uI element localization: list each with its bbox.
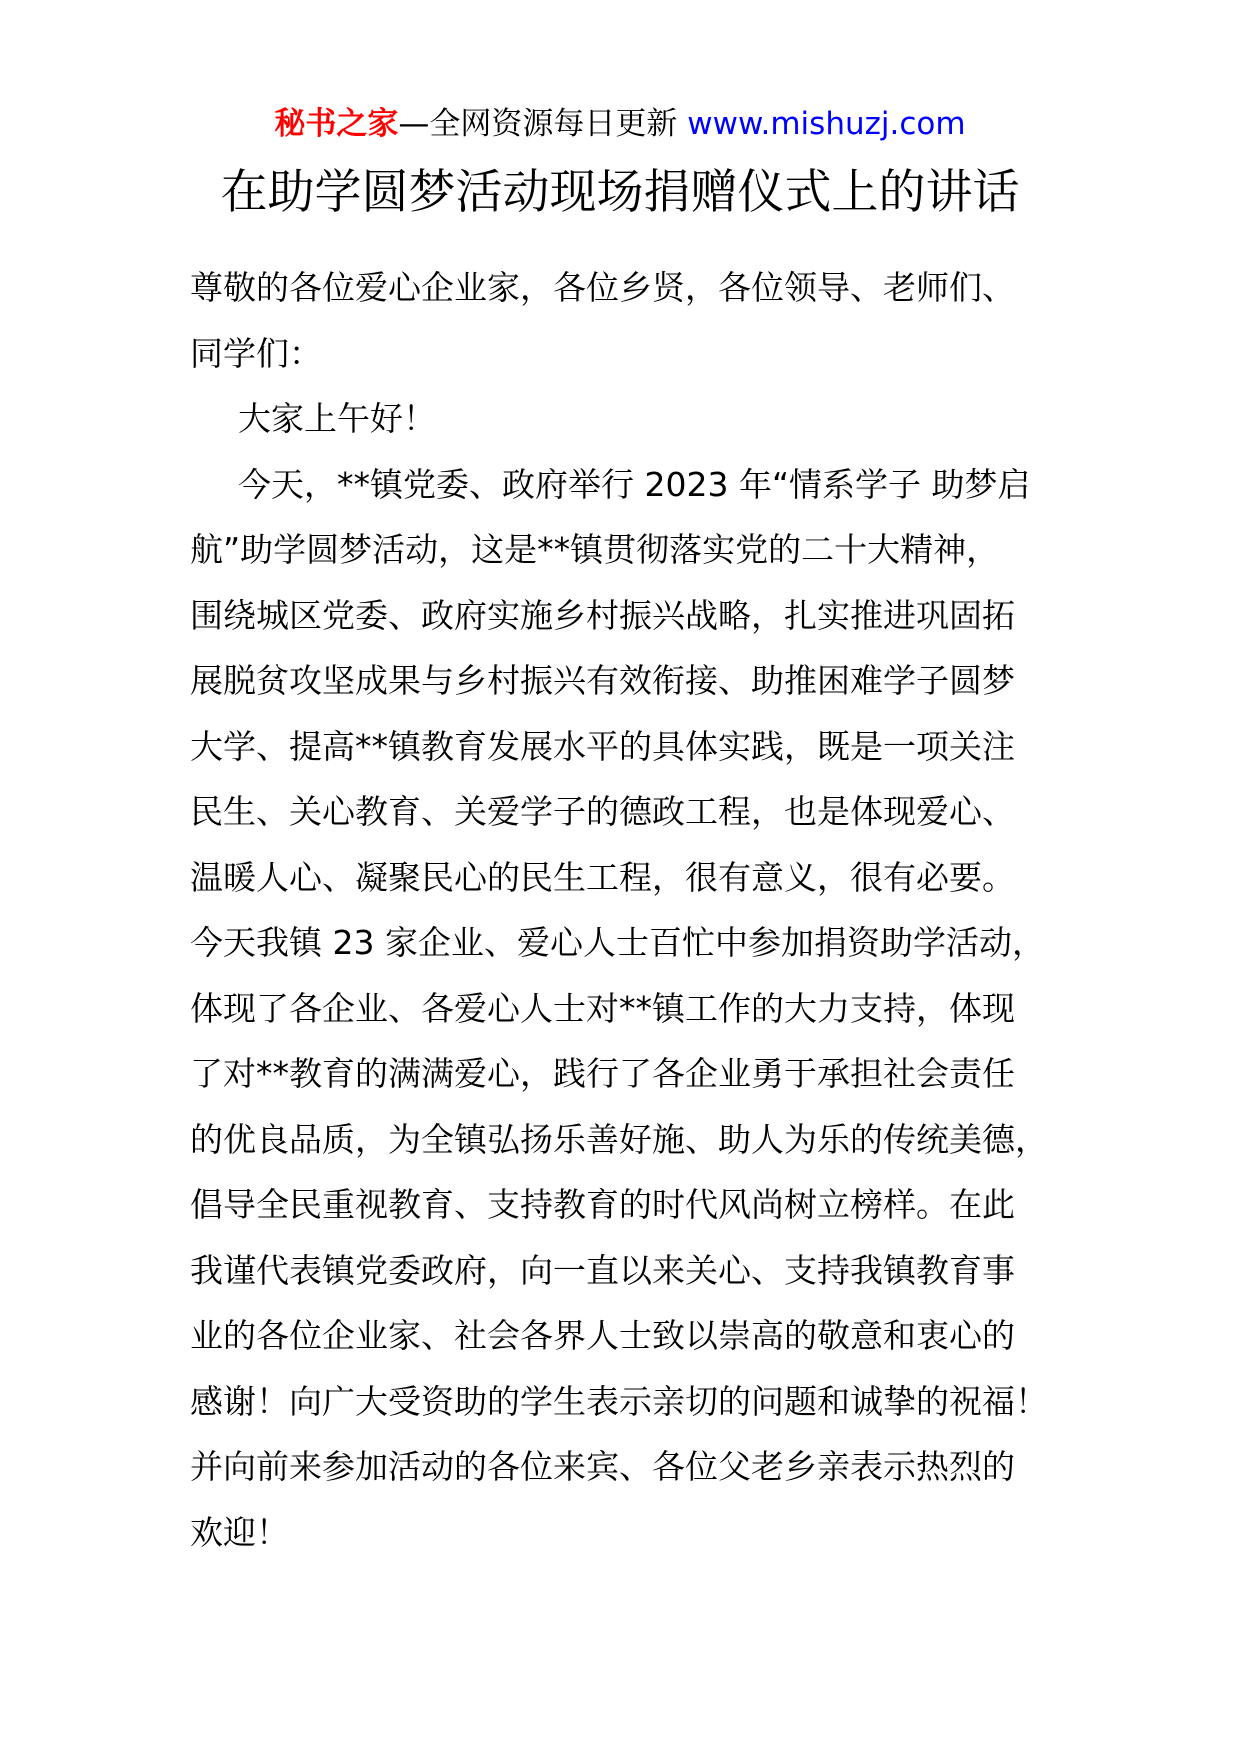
speech-body [190, 255, 1070, 1565]
paragraph-line: 今天我镇 23 家企业、爱心人士百忙中参加捐资助学活动， [190, 923, 1045, 962]
paragraph-line: 大学、提高**镇教育发展水平的具体实践，既是一项关注 [190, 726, 1015, 766]
paragraph-line: 航”助学圆梦活动，这是**镇贯彻落实党的二十大精神， [190, 530, 1000, 569]
greeting-line: 大家上午好！ [238, 399, 436, 438]
document-title: 在助学圆梦活动现场捐赠仪式上的讲话 [220, 165, 1020, 220]
paragraph-line: 我谨代表镇党委政府，向一直以来关心、支持我镇教育事 [190, 1250, 1015, 1290]
header-banner [0, 102, 1240, 146]
paragraph-line: 围绕城区党委、政府实施乡村振兴战略，扎实推进巩固拓 [190, 595, 1015, 635]
paragraph-line: 欢迎！ [190, 1512, 289, 1552]
paragraph-line: 的优良品质，为全镇弘扬乐善好施、助人为乐的传统美德， [190, 1119, 1048, 1159]
header-tagline: —全网资源每日更新 [398, 106, 688, 142]
site-url-link[interactable]: www.mishuzj.com [687, 106, 966, 142]
brand-name: 秘书之家 [274, 106, 399, 142]
paragraph-line: 了对**教育的满满爱心，践行了各企业勇于承担社会责任 [190, 1054, 1015, 1093]
paragraph-line: 民生、关心教育、关爱学子的德政工程，也是体现爱心、 [190, 792, 1015, 831]
paragraph-line: 并向前来参加活动的各位来宾、各位父老乡亲表示热烈的 [190, 1447, 1015, 1486]
paragraph-line: 业的各位企业家、社会各界人士致以崇高的敬意和衷心的 [190, 1316, 1015, 1355]
paragraph-line: 今天，**镇党委、政府举行 2023 年“情系学子 助梦启 [238, 464, 1031, 504]
salutation-line: 尊敬的各位爱心企业家，各位乡贤，各位领导、老师们、 [190, 268, 1015, 307]
paragraph-line: 感谢！向广大受资助的学生表示亲切的问题和诚挚的祝福！ [190, 1381, 1048, 1421]
paragraph-line: 倡导全民重视教育、支持教育的时代风尚树立榜样。在此 [190, 1185, 1015, 1224]
paragraph-line: 展脱贫攻坚成果与乡村振兴有效衔接、助推困难学子圆梦 [190, 661, 1015, 700]
paragraph-line: 体现了各企业、各爱心人士对**镇工作的大力支持，体现 [190, 988, 1015, 1028]
paragraph-line: 温暖人心、凝聚民心的民生工程，很有意义，很有必要。 [190, 857, 1015, 897]
salutation-line: 同学们： [190, 333, 322, 373]
